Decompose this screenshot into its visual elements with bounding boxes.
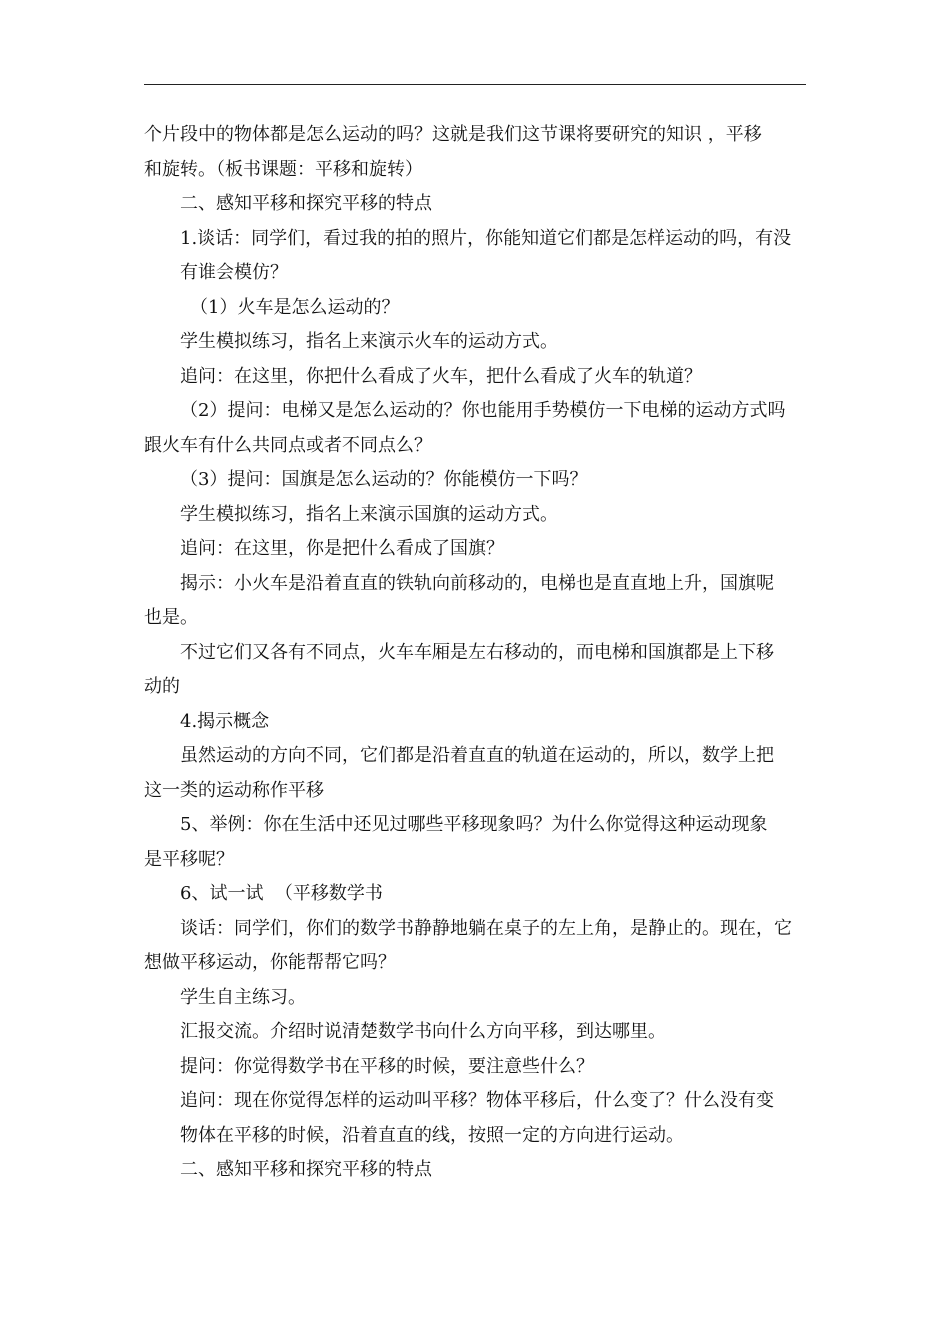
paragraph-line: 追问：在这里，你是把什么看成了国旗？: [180, 538, 504, 559]
paragraph-line: 学生自主练习。: [180, 986, 306, 1008]
paragraph-line: 谈话：同学们，你们的数学书静静地躺在桌子的左上角，是静止的。现在，它: [180, 917, 792, 939]
header-rule: [144, 84, 806, 85]
paragraph-line: （2）提问：电梯又是怎么运动的？你也能用手势模仿一下电梯的运动方式吗: [180, 400, 786, 421]
section-heading: 二、感知平移和探究平移的特点: [180, 1159, 432, 1180]
paragraph-line: 跟火车有什么共同点或者不同点么？: [144, 434, 432, 456]
document-body: [144, 118, 808, 1188]
paragraph-line: 汇报交流。介绍时说清楚数学书向什么方向平移，到达哪里。: [180, 1021, 666, 1042]
paragraph-line: 虽然运动的方向不同，它们都是沿着直直的轨道在运动的，所以，数学上把: [180, 745, 774, 766]
paragraph-line: 5、举例：你在生活中还见过哪些平移现象吗？为什么你觉得这种运动现象: [180, 814, 768, 835]
section-heading: 二、感知平移和探究平移的特点: [180, 193, 432, 214]
paragraph-line: （3）提问：国旗是怎么运动的？你能模仿一下吗？: [180, 469, 588, 490]
section-heading: 6、试一试 （平移数学书: [180, 883, 383, 904]
paragraph-line: 不过它们又各有不同点，火车车厢是左右移动的，而电梯和国旗都是上下移: [180, 641, 774, 663]
paragraph-line: 也是。: [144, 607, 198, 628]
paragraph-line: 物体在平移的时候，沿着直直的线，按照一定的方向进行运动。: [180, 1124, 684, 1146]
paragraph-line: 学生模拟练习，指名上来演示国旗的运动方式。: [180, 503, 558, 525]
paragraph-line: 和旋转。（板书课题：平移和旋转）: [144, 158, 423, 180]
paragraph-line: （1）火车是怎么运动的？: [190, 296, 400, 318]
paragraph-line: 动的: [144, 676, 180, 697]
paragraph-line: 学生模拟练习，指名上来演示火车的运动方式。: [180, 331, 558, 352]
paragraph-line: 追问：在这里，你把什么看成了火车，把什么看成了火车的轨道？: [180, 365, 702, 387]
paragraph-line: 追问：现在你觉得怎样的运动叫平移？物体平移后，什么变了？什么没有变: [180, 1090, 774, 1111]
section-heading: 4.揭示概念: [180, 710, 270, 732]
paragraph-line: 有谁会模仿？: [180, 262, 288, 283]
paragraph-line: 个片段中的物体都是怎么运动的吗？这就是我们这节课将要研究的知识 ，平移: [144, 124, 762, 145]
paragraph-line: 这一类的运动称作平移: [144, 779, 324, 801]
paragraph-line: 是平移呢？: [144, 848, 234, 870]
paragraph-line: 揭示：小火车是沿着直直的铁轨向前移动的，电梯也是直直地上升，国旗呢: [180, 572, 774, 594]
paragraph-line: 提问：你觉得数学书在平移的时候，要注意些什么？: [180, 1055, 594, 1077]
paragraph-line: 想做平移运动，你能帮帮它吗？: [144, 952, 396, 973]
paragraph-line: 1.谈话：同学们，看过我的拍的照片，你能知道它们都是怎样运动的吗，有没: [180, 227, 792, 249]
